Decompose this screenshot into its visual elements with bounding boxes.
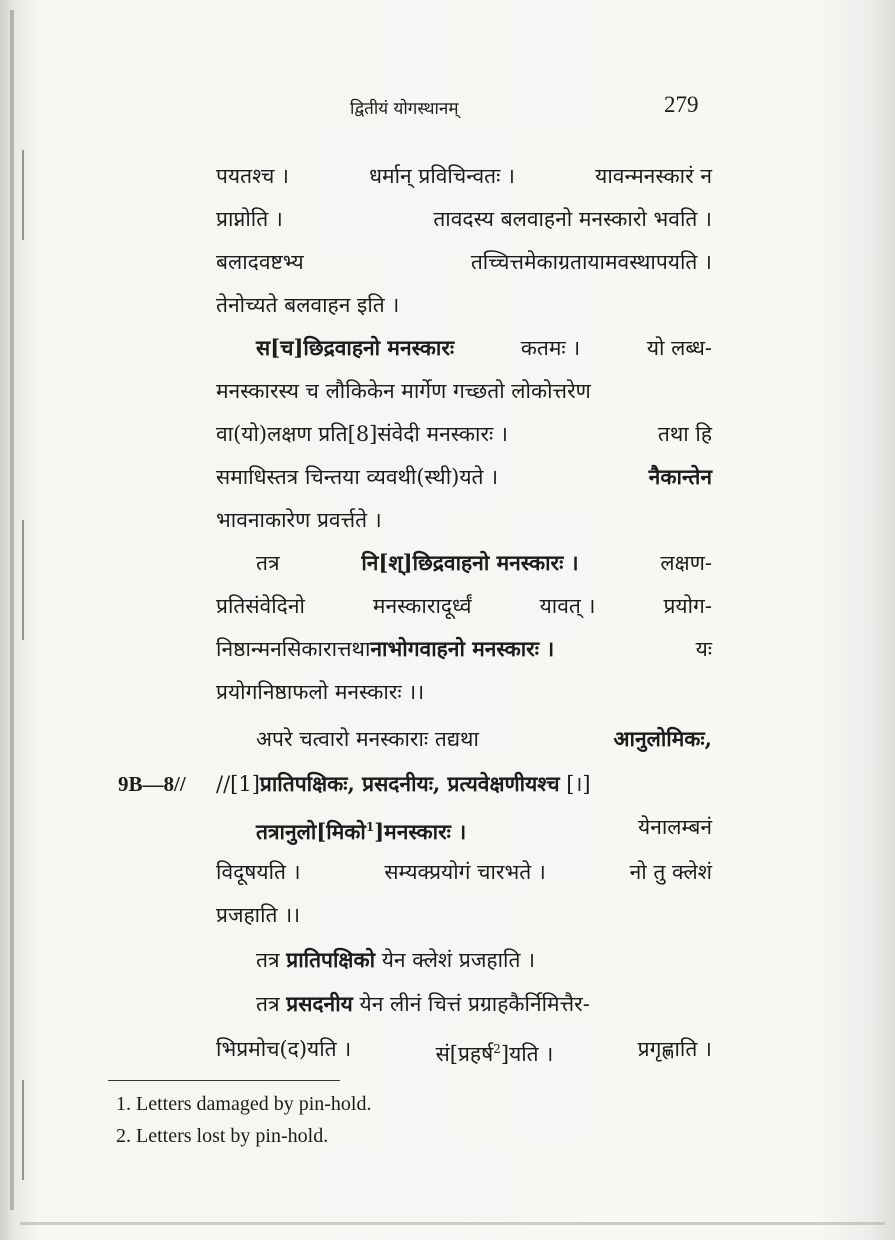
footnote-1: 1. Letters damaged by pin-hold. xyxy=(116,1093,372,1115)
heading-term: नि[श्]छिद्रवाहनो मनस्कारः । xyxy=(361,550,579,575)
folio-reference: 9B—8// xyxy=(118,772,186,796)
text-segment: तथा हि xyxy=(657,422,712,446)
text-line-16 xyxy=(256,805,712,854)
binding-mark xyxy=(22,150,24,240)
text-segment: येन क्लेशं प्रजहाति । xyxy=(381,948,536,972)
text-line-14 xyxy=(256,717,712,761)
heading-term: प्रातिपक्षिकः, प्रसदनीयः, प्रत्यवेक्षणीयश्च xyxy=(259,771,560,796)
text-segment: निष्ठान्मनसिकारात्तथा xyxy=(216,637,371,661)
text-segment: प्रगृह्णाति । xyxy=(637,1037,712,1061)
text-line-4: तेनोच्यते बलवाहन इति । xyxy=(216,293,400,317)
text-segment: यो लब्ध- xyxy=(646,336,712,360)
text-segment: यावत् । xyxy=(539,594,596,618)
text-line-9: भावनाकारेण प्रवर्त्तते । xyxy=(216,508,382,532)
heading-term: प्रातिपक्षिको xyxy=(286,947,376,972)
text-line-2 xyxy=(216,197,712,241)
text-line-15 xyxy=(216,762,712,806)
text-line-6: मनस्कारस्य च लौकिकेन मार्गेण गच्छतो लोकोत्तरेण xyxy=(216,379,591,403)
footnote-2: 2. Letters lost by pin-hold. xyxy=(116,1125,329,1147)
text-segment: प्रतिसंवेदिनो xyxy=(216,594,305,618)
text-line-8 xyxy=(216,455,712,499)
text-segment: नो तु क्लेशं xyxy=(629,860,712,884)
text-segment: वा(यो)लक्षण प्रति[8]संवेदी मनस्कारः । xyxy=(216,422,508,446)
text-segment: भिप्रमोच(द)यति । xyxy=(216,1037,352,1061)
text-line-18: प्रजहाति ।। xyxy=(216,903,301,927)
text-line-13: प्रयोगनिष्ठाफलो मनस्कारः ।। xyxy=(216,680,425,704)
text-line-17 xyxy=(216,850,712,894)
text-segment: [।] xyxy=(566,772,591,796)
footnote-divider xyxy=(108,1080,340,1081)
heading-term: प्रसदनीय xyxy=(286,991,353,1016)
text-segment: //[1] xyxy=(216,772,260,796)
text-segment: ]यति । xyxy=(500,1042,554,1066)
text-segment: पयतश्च । xyxy=(216,164,289,188)
text-line-5 xyxy=(256,326,712,370)
text-segment: तत्रानुलो[मिको xyxy=(256,819,366,844)
heading-term: आनुलोमिकः, xyxy=(613,726,712,751)
text-segment: सं[प्रहर्ष xyxy=(435,1042,494,1066)
text-line-7 xyxy=(216,412,712,456)
text-segment: येनालम्बनं xyxy=(638,815,712,839)
text-line-12 xyxy=(216,627,712,671)
text-segment: तावदस्य बलवाहनो मनस्कारो भवति । xyxy=(433,207,712,231)
page-spine-shadow xyxy=(10,10,14,1210)
binding-mark xyxy=(22,1080,24,1180)
text-segment: तत्र xyxy=(256,992,280,1016)
text-segment: कतमः । xyxy=(520,336,581,360)
footnote-marker: 2 xyxy=(493,1042,501,1056)
binding-mark xyxy=(22,520,24,640)
text-segment: समाधिस्तत्र चिन्तया व्यवथी(स्थी)यते । xyxy=(216,465,499,489)
heading-term: नाभोगवाहनो मनस्कारः । xyxy=(370,636,555,661)
text-segment: लक्षण- xyxy=(660,551,712,575)
text-segment: मनस्कारादूर्ध्वं xyxy=(372,594,472,618)
text-segment: तत्र xyxy=(256,551,280,575)
text-segment: यः xyxy=(695,637,712,661)
text-line-19 xyxy=(256,938,712,982)
page-number: 279 xyxy=(664,92,699,117)
text-line-21 xyxy=(216,1027,712,1076)
text-segment: ]मनस्कारः । xyxy=(374,819,467,844)
text-line-1 xyxy=(216,154,712,198)
running-header: द्वितीयं योगस्थानम् xyxy=(350,99,459,119)
text-line-11 xyxy=(216,584,712,628)
heading-term xyxy=(256,805,466,854)
text-segment: बलादवष्टभ्य xyxy=(216,250,304,274)
text-line-3 xyxy=(216,240,712,284)
text-segment: सम्यक्प्रयोगं चारभते । xyxy=(384,860,546,884)
text-segment: प्राप्नोति । xyxy=(216,207,283,231)
text-segment: तच्चित्तमेकाग्रतायामवस्थापयति । xyxy=(470,250,712,274)
text-segment: अपरे चत्वारो मनस्काराः तद्यथा xyxy=(256,727,479,751)
footnote-marker: 1 xyxy=(365,820,375,834)
text-segment: विदूषयति । xyxy=(216,860,301,884)
text-segment: प्रयोग- xyxy=(663,594,712,618)
text-segment xyxy=(216,627,554,671)
text-line-20 xyxy=(256,982,712,1026)
text-segment: धर्मान् प्रविचिन्वतः । xyxy=(369,164,516,188)
text-segment: नैकान्तेन xyxy=(648,464,712,489)
text-segment xyxy=(436,1027,554,1076)
heading-term: स[च]छिद्रवाहनो मनस्कारः xyxy=(256,335,455,360)
text-segment: येन लीनं चित्तं प्रग्राहकैर्निमित्तैर- xyxy=(359,992,590,1016)
text-segment: यावन्मनस्कारं न xyxy=(595,164,712,188)
text-line-10 xyxy=(256,541,712,585)
text-segment: तत्र xyxy=(256,948,280,972)
page-bottom-edge xyxy=(20,1222,885,1225)
